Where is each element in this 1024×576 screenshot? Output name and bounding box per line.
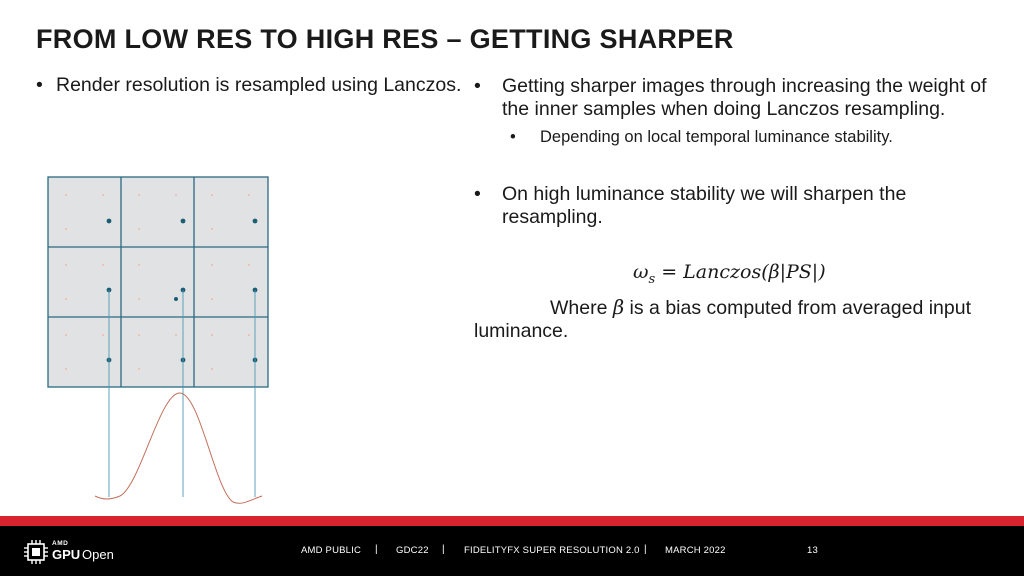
grid-cells <box>48 177 268 387</box>
target-pixel-point <box>174 297 178 301</box>
where-pre: Where <box>550 297 613 319</box>
bullet-dot: • <box>474 75 481 97</box>
footer-separator: | <box>375 544 378 555</box>
grid-cell <box>121 177 194 247</box>
logo-gpu-text: GPU <box>52 547 81 562</box>
footer-accent-bar <box>0 516 1024 526</box>
footer-date: MARCH 2022 <box>665 545 726 556</box>
bullet-dot: • <box>36 74 43 96</box>
footer-event: GDC22 <box>396 545 429 556</box>
sample-point <box>253 219 258 224</box>
logo-amd-text: AMD <box>52 540 69 547</box>
omega-symbol: ω <box>633 261 649 283</box>
sample-point <box>107 219 112 224</box>
footer-separator: | <box>442 544 445 555</box>
grid-cell <box>48 247 121 317</box>
grid-cell <box>48 317 121 387</box>
page-number: 13 <box>807 545 818 556</box>
grid-cell <box>194 177 268 247</box>
gpuopen-logo-icon <box>24 540 48 564</box>
right-bullet-2-text: On high luminance stability we will sharpen the resampling. <box>502 183 907 228</box>
footer-classification: AMD PUBLIC <box>301 545 362 556</box>
beta-symbol: β <box>612 296 625 319</box>
omega-subscript: s <box>648 271 656 287</box>
grid-cell <box>48 177 121 247</box>
lanczos-curve <box>95 393 262 503</box>
grid-cell <box>194 317 268 387</box>
bullet-dot: • <box>474 183 481 205</box>
left-bullet-text: Render resolution is resampled using Lanczos. <box>56 74 462 96</box>
sample-point <box>181 219 186 224</box>
logo-open-text: Open <box>82 547 114 562</box>
bullet-dot: • <box>510 128 516 146</box>
formula-rhs: = Lanczos(β|PS|) <box>655 261 826 283</box>
grid-cell <box>194 247 268 317</box>
footer-product: FIDELITYFX SUPER RESOLUTION 2.0 <box>464 545 640 556</box>
right-sub-bullet-text: Depending on local temporal luminance stability. <box>540 128 893 146</box>
right-bullet-1-text: Getting sharper images through increasing the weight of the inner samples when doing Lanczos resampling. <box>502 75 987 120</box>
footer-separator: | <box>644 544 647 555</box>
slide-title: FROM LOW RES TO HIGH RES – GETTING SHARPER <box>36 24 734 54</box>
where-post: is a bias computed from averaged input luminance. <box>474 297 971 342</box>
